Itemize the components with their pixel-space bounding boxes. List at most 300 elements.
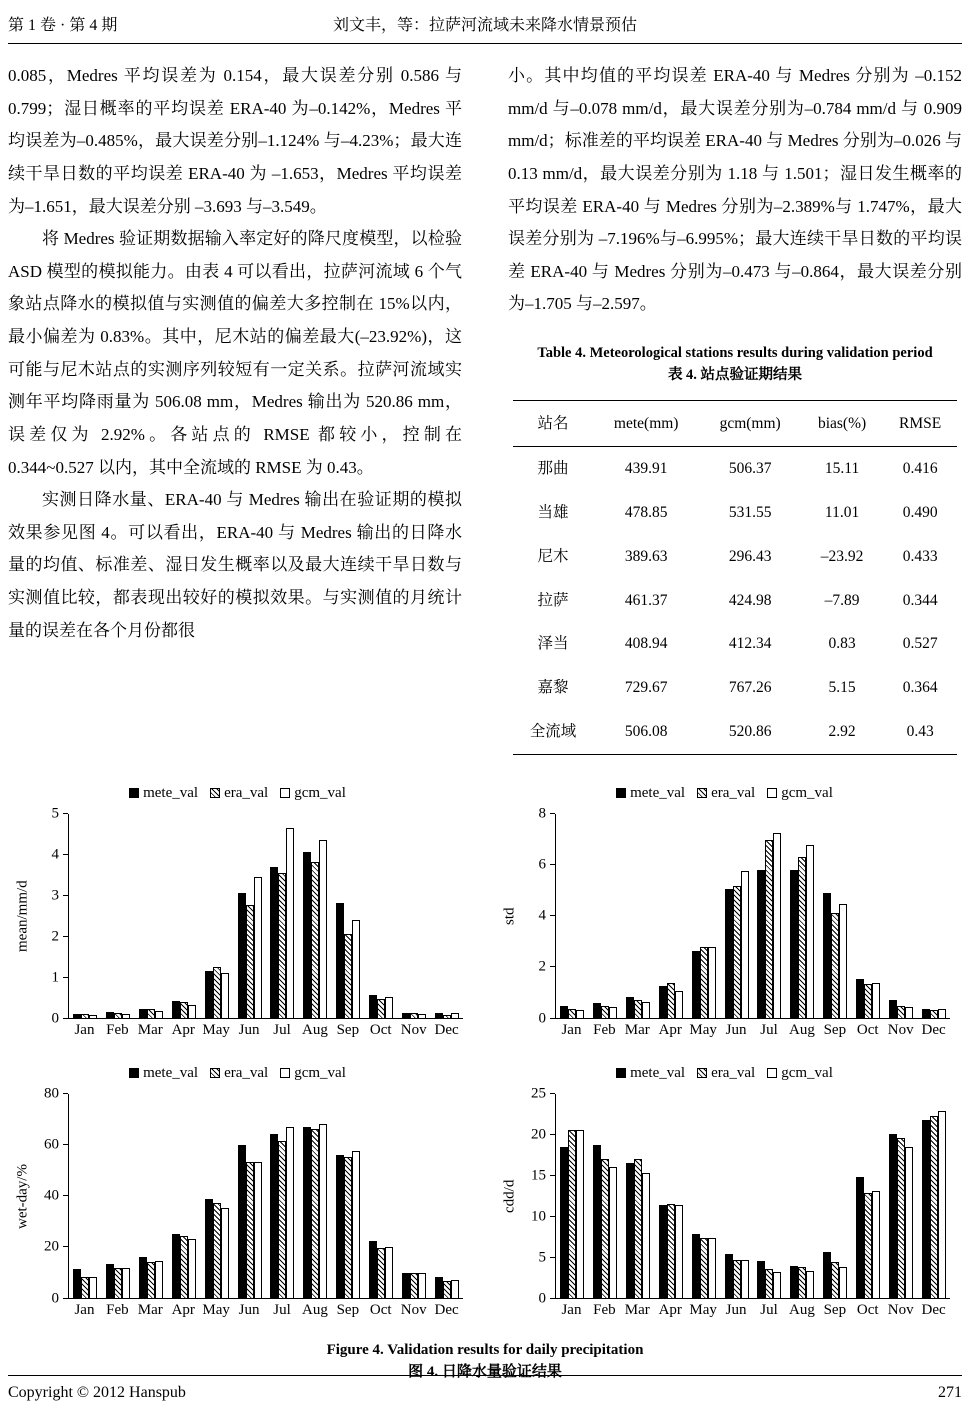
- y-tick-label: 0: [51, 1010, 59, 1026]
- copyright: Copyright © 2012 Hanspub: [8, 1384, 186, 1401]
- x-tick-label: Nov: [887, 1301, 914, 1318]
- bar-era_val-Jul: [765, 840, 773, 1017]
- table-caption: [513, 343, 957, 387]
- bar-era_val-Sep: [344, 934, 352, 1018]
- bar-group-Feb: [593, 814, 617, 1018]
- table-caption-zh: 表 4. 站点验证期结果: [667, 366, 803, 383]
- table-cell: 767.26: [728, 679, 772, 696]
- bars: [69, 814, 463, 1018]
- page-header: [8, 6, 962, 44]
- legend-label: era_val: [224, 1064, 269, 1081]
- chart-mean: [12, 785, 471, 1039]
- bar-group-May: [692, 814, 716, 1018]
- bar-group-Nov: [889, 814, 913, 1018]
- bar-group-Oct: [856, 1094, 880, 1298]
- x-tick-label: Jun: [238, 1301, 260, 1318]
- bar-era_val-Mar: [147, 1262, 155, 1298]
- bar-mete_val-Oct: [369, 1241, 377, 1297]
- table-cell: 520.86: [728, 722, 772, 740]
- chart-legend: [499, 1065, 950, 1082]
- bar-era_val-Feb: [114, 1268, 122, 1297]
- bar-era_val-Aug: [311, 1129, 319, 1297]
- bar-mete_val-Jun: [238, 1145, 246, 1298]
- bar-group-Sep: [336, 814, 360, 1018]
- y-tick-label: 0: [538, 1010, 546, 1026]
- body-columns: [8, 44, 962, 755]
- y-tick-label: 15: [531, 1167, 546, 1183]
- bar-era_val-Dec: [443, 1281, 451, 1298]
- x-tick-label: Mar: [137, 1021, 163, 1038]
- running-title: 刘文丰，等：拉萨河流域未来降水情景预估: [332, 17, 637, 34]
- chart-cdd: [499, 1065, 958, 1319]
- bar-group-Jul: [757, 814, 781, 1018]
- x-tick-label: Aug: [788, 1301, 815, 1318]
- journal-issue: 第 1 卷 · 第 4 期: [8, 17, 118, 34]
- x-tick-label: Oct: [856, 1021, 879, 1038]
- x-tick-label: Sep: [823, 1301, 847, 1318]
- bar-mete_val-Dec: [922, 1120, 930, 1298]
- plot: [68, 814, 463, 1019]
- y-tick-label: 5: [538, 1249, 546, 1265]
- x-tick-label: Nov: [887, 1021, 914, 1038]
- legend-item-mete_val: [129, 1065, 198, 1082]
- paragraph-figure4-intro: 实测日降水量、ERA-40 与 Medres 输出在验证期的模拟效果参见图 4。可以看出，ERA-40 与 Medres 输出的日降水量的均值、标准差、湿日发生概率以及最大连续干旱日数与实测值比较，都表现出较好的模拟效果。与实测值的月统计量的误差在各个月份都很: [8, 490, 462, 640]
- bar-gcm_val-Aug: [806, 845, 814, 1017]
- bar-era_val-Jan: [81, 1277, 89, 1297]
- bar-era_val-May: [700, 1238, 708, 1298]
- x-tick-label: Aug: [301, 1301, 328, 1318]
- bars: [69, 1094, 463, 1298]
- bar-era_val-Mar: [634, 1000, 642, 1018]
- column-header: RMSE: [883, 400, 957, 447]
- bar-gcm_val-May: [708, 1238, 716, 1298]
- bar-era_val-Feb: [601, 1006, 609, 1017]
- bar-mete_val-Sep: [823, 1252, 831, 1298]
- bar-mete_val-Aug: [303, 852, 311, 1017]
- era_val-swatch-icon: [697, 1068, 707, 1078]
- x-tick-label: May: [689, 1301, 717, 1318]
- x-tick-label: Feb: [593, 1301, 616, 1318]
- table-body: [513, 447, 957, 754]
- bar-group-Jul: [757, 1094, 781, 1298]
- bar-gcm_val-Jun: [741, 871, 749, 1018]
- bar-group-Feb: [106, 1094, 130, 1298]
- bar-gcm_val-May: [221, 1208, 229, 1297]
- table-cell: 296.43: [728, 547, 772, 565]
- legend-label: era_val: [711, 784, 756, 801]
- legend-label: era_val: [711, 1064, 756, 1081]
- bar-group-Jun: [238, 1094, 262, 1298]
- bar-gcm_val-Jan: [89, 1015, 97, 1017]
- bar-group-Nov: [402, 1094, 426, 1298]
- bar-era_val-Oct: [864, 1193, 872, 1297]
- table-row: [513, 579, 957, 623]
- bar-era_val-Jun: [246, 1162, 254, 1297]
- bar-group-Sep: [823, 1094, 847, 1298]
- era_val-swatch-icon: [210, 1068, 220, 1078]
- bar-gcm_val-Nov: [418, 1273, 426, 1297]
- paragraph-validation-model: 将 Medres 验证期数据输入率定好的降尺度模型，以检验 ASD 模型的模拟能力。由表 4 可以看出，拉萨河流域 6 个气象站点降水的模拟值与实测值的偏差大多控制在 15%以内，最小偏差为 0.83%。其中，尼木站的偏差最大(–23.92%)，这可能与尼木站点的实测序列较短有一定关系。拉萨河流域实测年平均降雨量为 506.08 mm，Medres 输出为 520.86 mm，误差仅为 2.92%。各站点的 RMSE 都较小，控制在 0.344~0.527 以内，其中全流域的 RMSE 为 0.43。: [8, 229, 462, 477]
- bar-group-Jan: [73, 814, 97, 1018]
- table-cell: –23.92: [820, 547, 864, 565]
- bar-gcm_val-Dec: [451, 1280, 459, 1298]
- bar-era_val-Apr: [667, 983, 675, 1017]
- x-tick-label: Aug: [301, 1021, 328, 1038]
- bar-group-Aug: [790, 1094, 814, 1298]
- bar-mete_val-Sep: [823, 893, 831, 1018]
- table-cell: 0.490: [902, 504, 938, 521]
- paragraph-errors-summary: 小。其中均值的平均误差 ERA-40 与 Medres 分别为 –0.152 mm/d 与–0.078 mm/d，最大误差分别为–0.784 mm/d 与 0.909 mm/d；标准差的平均误差 ERA-40 与 Medres 分别为–0.026 与 0.13 mm/d，最大误差分别为 1.18 与 1.501；湿日发生概率的平均误差 ERA-40 与 Medres 分别为–2.389%与 1.747%，最大误差分别为 –7.196%与–6.995%；最大连续干旱日数的平均误差 ERA-40 与 Medres 分别为–0.473 与–0.864，最大误差分别为–1.705 与–2.597。: [508, 66, 962, 314]
- x-axis-labels: [555, 1022, 950, 1039]
- table-cell: 424.98: [728, 591, 772, 609]
- table-row: [513, 491, 957, 535]
- bar-group-Dec: [435, 1094, 459, 1298]
- bar-gcm_val-Sep: [839, 904, 847, 1017]
- table-cell: 泽当: [537, 635, 569, 653]
- y-tick-label: 5: [51, 805, 59, 821]
- y-axis-label: cdd/d: [501, 1179, 518, 1213]
- bar-mete_val-Dec: [435, 1013, 443, 1017]
- bar-mete_val-Sep: [336, 1155, 344, 1298]
- bar-group-Sep: [823, 814, 847, 1018]
- bar-mete_val-Oct: [856, 1177, 864, 1298]
- gcm_val-swatch-icon: [280, 788, 290, 798]
- y-tick-label: 1: [51, 969, 59, 985]
- bar-mete_val-Jul: [270, 1134, 278, 1297]
- x-tick-label: Jun: [725, 1301, 747, 1318]
- bar-era_val-Jul: [765, 1269, 773, 1298]
- legend-item-mete_val: [616, 1065, 685, 1082]
- bar-gcm_val-Apr: [188, 1005, 196, 1017]
- bar-mete_val-Aug: [303, 1127, 311, 1298]
- stations-table: [513, 400, 957, 755]
- bar-mete_val-Nov: [402, 1013, 410, 1017]
- bar-era_val-May: [213, 1203, 221, 1297]
- legend-item-mete_val: [129, 785, 198, 802]
- bar-gcm_val-Jul: [773, 1272, 781, 1297]
- x-tick-label: Jul: [273, 1301, 291, 1318]
- bar-era_val-Mar: [147, 1009, 155, 1017]
- bar-gcm_val-Jul: [286, 828, 294, 1018]
- x-tick-label: Dec: [434, 1021, 459, 1038]
- bar-group-Apr: [172, 814, 196, 1018]
- x-tick-label: May: [202, 1021, 230, 1038]
- bar-gcm_val-Nov: [905, 1147, 913, 1298]
- plot-area: [12, 1085, 463, 1306]
- bar-mete_val-Sep: [336, 903, 344, 1017]
- bar-group-Oct: [856, 814, 880, 1018]
- legend-item-mete_val: [616, 785, 685, 802]
- bar-gcm_val-Oct: [872, 1191, 880, 1297]
- bar-gcm_val-Jun: [254, 1162, 262, 1297]
- table-cell: 439.91: [624, 460, 668, 478]
- table-cell: 408.94: [624, 635, 668, 653]
- table-cell: 0.83: [828, 635, 856, 653]
- era_val-swatch-icon: [210, 788, 220, 798]
- bar-group-Aug: [303, 814, 327, 1018]
- table-cell: 全流域: [529, 722, 577, 740]
- bar-group-Nov: [889, 1094, 913, 1298]
- bar-era_val-Sep: [831, 913, 839, 1018]
- bar-mete_val-Jun: [238, 893, 246, 1017]
- bar-mete_val-Mar: [139, 1257, 147, 1298]
- bar-mete_val-Oct: [369, 995, 377, 1017]
- bar-group-Jan: [560, 1094, 584, 1298]
- table-cell: 0.43: [906, 722, 934, 740]
- bar-era_val-Dec: [930, 1010, 938, 1018]
- x-tick-label: May: [202, 1301, 230, 1318]
- x-tick-label: Oct: [369, 1021, 392, 1038]
- bar-gcm_val-Apr: [675, 1205, 683, 1297]
- bar-mete_val-Dec: [922, 1009, 930, 1018]
- bar-group-Dec: [922, 814, 946, 1018]
- x-tick-label: Apr: [658, 1301, 682, 1318]
- legend-label: mete_val: [630, 784, 686, 801]
- bar-mete_val-Jan: [560, 1147, 568, 1298]
- x-tick-label: Feb: [106, 1301, 129, 1318]
- bars: [556, 1094, 950, 1298]
- page-number: 271: [938, 1384, 962, 1401]
- table-cell: 15.11: [824, 460, 860, 478]
- plot: [555, 1094, 950, 1299]
- x-axis-labels: [555, 1302, 950, 1319]
- table-cell: 531.55: [728, 504, 772, 521]
- legend-label: gcm_val: [294, 1064, 346, 1081]
- legend-item-era_val: [697, 1065, 755, 1082]
- bar-mete_val-Apr: [172, 1234, 180, 1298]
- mete_val-swatch-icon: [129, 788, 139, 798]
- table-cell: 0.527: [902, 635, 938, 653]
- bar-era_val-Sep: [831, 1262, 839, 1298]
- x-tick-label: Jun: [725, 1021, 747, 1038]
- bar-gcm_val-Apr: [675, 991, 683, 1018]
- bar-mete_val-May: [205, 971, 213, 1018]
- bar-gcm_val-Feb: [122, 1268, 130, 1297]
- bar-mete_val-Aug: [790, 870, 798, 1018]
- bar-era_val-Jan: [81, 1014, 89, 1018]
- column-header: gcm(mm): [699, 400, 800, 447]
- y-tick-label: 0: [51, 1290, 59, 1306]
- x-tick-label: Jun: [238, 1021, 260, 1038]
- chart-legend: [12, 1065, 463, 1082]
- bar-gcm_val-Nov: [905, 1007, 913, 1017]
- era_val-swatch-icon: [697, 788, 707, 798]
- bar-gcm_val-Oct: [385, 997, 393, 1017]
- y-axis: [34, 1085, 68, 1306]
- x-tick-label: Dec: [921, 1301, 946, 1318]
- bar-mete_val-Mar: [139, 1009, 147, 1017]
- bar-mete_val-Jan: [73, 1014, 81, 1017]
- bar-gcm_val-Aug: [806, 1271, 814, 1298]
- bar-mete_val-May: [205, 1199, 213, 1297]
- bar-era_val-Nov: [410, 1273, 418, 1297]
- table-cell: 0.416: [902, 460, 938, 478]
- bar-era_val-Aug: [311, 862, 319, 1017]
- plot: [555, 814, 950, 1019]
- bar-gcm_val-Sep: [839, 1267, 847, 1298]
- bar-group-Sep: [336, 1094, 360, 1298]
- y-axis-label: std: [501, 907, 518, 925]
- x-tick-label: Feb: [106, 1021, 129, 1038]
- table-cell: 461.37: [624, 591, 668, 609]
- bar-era_val-Sep: [344, 1157, 352, 1297]
- bar-group-May: [692, 1094, 716, 1298]
- y-tick-label: 20: [531, 1126, 546, 1142]
- bar-gcm_val-Jan: [576, 1010, 584, 1018]
- table-cell: –7.89: [824, 591, 860, 609]
- y-tick-label: 0: [538, 1290, 546, 1306]
- y-tick-label: 2: [538, 958, 546, 975]
- x-tick-label: Dec: [434, 1301, 459, 1318]
- bar-mete_val-Apr: [172, 1001, 180, 1017]
- bar-group-Jun: [725, 814, 749, 1018]
- bar-gcm_val-Dec: [938, 1111, 946, 1297]
- bar-era_val-Nov: [897, 1138, 905, 1297]
- table-cell: 拉萨: [537, 591, 569, 609]
- x-tick-label: Apr: [658, 1021, 682, 1038]
- bar-mete_val-Nov: [402, 1273, 410, 1297]
- x-tick-label: Aug: [788, 1021, 815, 1038]
- bar-gcm_val-Jan: [576, 1130, 584, 1297]
- bar-group-Mar: [626, 814, 650, 1018]
- bar-group-Jul: [270, 1094, 294, 1298]
- table-cell: 729.67: [624, 679, 668, 696]
- legend-item-gcm_val: [280, 785, 346, 802]
- table-cell: 嘉黎: [537, 679, 569, 696]
- bar-group-Jan: [73, 1094, 97, 1298]
- legend-item-gcm_val: [280, 1065, 346, 1082]
- bar-era_val-Apr: [180, 1002, 188, 1018]
- y-axis: [521, 805, 555, 1026]
- bar-mete_val-May: [692, 951, 700, 1017]
- table-row: [513, 447, 957, 491]
- chart-std: [499, 785, 958, 1039]
- plot-area: [12, 805, 463, 1026]
- x-tick-label: Jul: [760, 1301, 778, 1318]
- bar-mete_val-Mar: [626, 1163, 634, 1298]
- bar-group-Mar: [626, 1094, 650, 1298]
- bar-group-Oct: [369, 814, 393, 1018]
- bar-gcm_val-Aug: [319, 840, 327, 1017]
- bar-gcm_val-Jan: [89, 1277, 97, 1297]
- bar-era_val-Oct: [377, 1248, 385, 1298]
- y-axis-label: wet-day/%: [14, 1163, 31, 1229]
- bar-mete_val-Nov: [889, 1134, 897, 1297]
- bar-gcm_val-Sep: [352, 1151, 360, 1298]
- table-cell: 当雄: [537, 504, 569, 521]
- x-tick-label: Apr: [171, 1301, 195, 1318]
- y-tick-label: 60: [44, 1136, 59, 1153]
- table-row: [513, 622, 957, 666]
- y-tick-label: 8: [538, 805, 546, 821]
- bar-era_val-Jul: [278, 873, 286, 1018]
- bar-era_val-Oct: [377, 999, 385, 1017]
- bar-gcm_val-Oct: [385, 1247, 393, 1298]
- bar-mete_val-Jun: [725, 889, 733, 1018]
- table-cell: 2.92: [828, 722, 856, 740]
- y-tick-label: 40: [44, 1187, 59, 1204]
- bar-mete_val-Apr: [659, 1205, 667, 1297]
- x-tick-label: Jul: [273, 1021, 291, 1038]
- bar-era_val-Dec: [443, 1015, 451, 1017]
- bar-era_val-Dec: [930, 1116, 938, 1298]
- x-tick-label: Nov: [400, 1301, 427, 1318]
- x-tick-label: Jan: [74, 1021, 95, 1038]
- bar-era_val-Aug: [798, 857, 806, 1018]
- legend-label: mete_val: [143, 1064, 199, 1081]
- bar-gcm_val-Mar: [155, 1261, 163, 1298]
- y-axis-label: mean/mm/d: [14, 880, 31, 952]
- chart-legend: [499, 785, 950, 802]
- bar-gcm_val-Feb: [122, 1014, 130, 1018]
- bar-era_val-Apr: [667, 1204, 675, 1298]
- x-tick-label: Mar: [624, 1301, 650, 1318]
- bar-gcm_val-Dec: [938, 1009, 946, 1018]
- bar-era_val-Jul: [278, 1141, 286, 1298]
- bar-mete_val-Jan: [560, 1006, 568, 1017]
- legend-item-era_val: [697, 785, 755, 802]
- bar-group-Mar: [139, 814, 163, 1018]
- x-tick-label: Feb: [593, 1021, 616, 1038]
- x-tick-label: Sep: [823, 1021, 847, 1038]
- column-header: mete(mm): [593, 400, 699, 447]
- legend-item-gcm_val: [767, 785, 833, 802]
- x-axis-labels: [68, 1022, 463, 1039]
- bar-era_val-Mar: [634, 1159, 642, 1298]
- bar-mete_val-Jan: [73, 1269, 81, 1297]
- table-cell: 412.34: [728, 635, 772, 653]
- bar-mete_val-Jul: [757, 1261, 765, 1298]
- legend-label: mete_val: [143, 784, 199, 801]
- bar-group-Dec: [435, 814, 459, 1018]
- x-tick-label: Mar: [624, 1021, 650, 1038]
- x-tick-label: Nov: [400, 1021, 427, 1038]
- bar-group-Aug: [303, 1094, 327, 1298]
- bar-era_val-Jun: [246, 905, 254, 1017]
- y-tick-label: 10: [531, 1208, 546, 1224]
- bar-group-Jan: [560, 814, 584, 1018]
- bar-era_val-May: [213, 967, 221, 1018]
- plot-area: [499, 805, 950, 1026]
- bar-gcm_val-Jun: [254, 877, 262, 1018]
- y-axis: [521, 1085, 555, 1306]
- bar-group-Dec: [922, 1094, 946, 1298]
- x-tick-label: Apr: [171, 1021, 195, 1038]
- table-4-block: [513, 343, 957, 755]
- table-cell: 尼木: [537, 547, 569, 565]
- bar-gcm_val-Oct: [872, 983, 880, 1017]
- bar-group-Oct: [369, 1094, 393, 1298]
- bar-group-Jun: [238, 814, 262, 1018]
- x-tick-label: Oct: [856, 1301, 879, 1318]
- bar-mete_val-May: [692, 1234, 700, 1298]
- bar-group-Apr: [659, 1094, 683, 1298]
- bar-group-Jul: [270, 814, 294, 1018]
- legend-item-gcm_val: [767, 1065, 833, 1082]
- table-caption-en: Table 4. Meteorological stations results during validation period: [537, 345, 933, 361]
- bar-gcm_val-Jul: [773, 833, 781, 1018]
- plot-area: [499, 1085, 950, 1306]
- bar-group-Jun: [725, 1094, 749, 1298]
- bar-mete_val-Feb: [593, 1145, 601, 1298]
- bar-mete_val-Jun: [725, 1254, 733, 1297]
- legend-label: gcm_val: [294, 784, 346, 801]
- figure-caption-zh: 图 4. 日降水量验证结果: [408, 1364, 562, 1380]
- bar-group-Nov: [402, 814, 426, 1018]
- bar-gcm_val-Mar: [155, 1011, 163, 1017]
- chart-legend: [12, 785, 463, 802]
- x-tick-label: Jan: [74, 1301, 95, 1318]
